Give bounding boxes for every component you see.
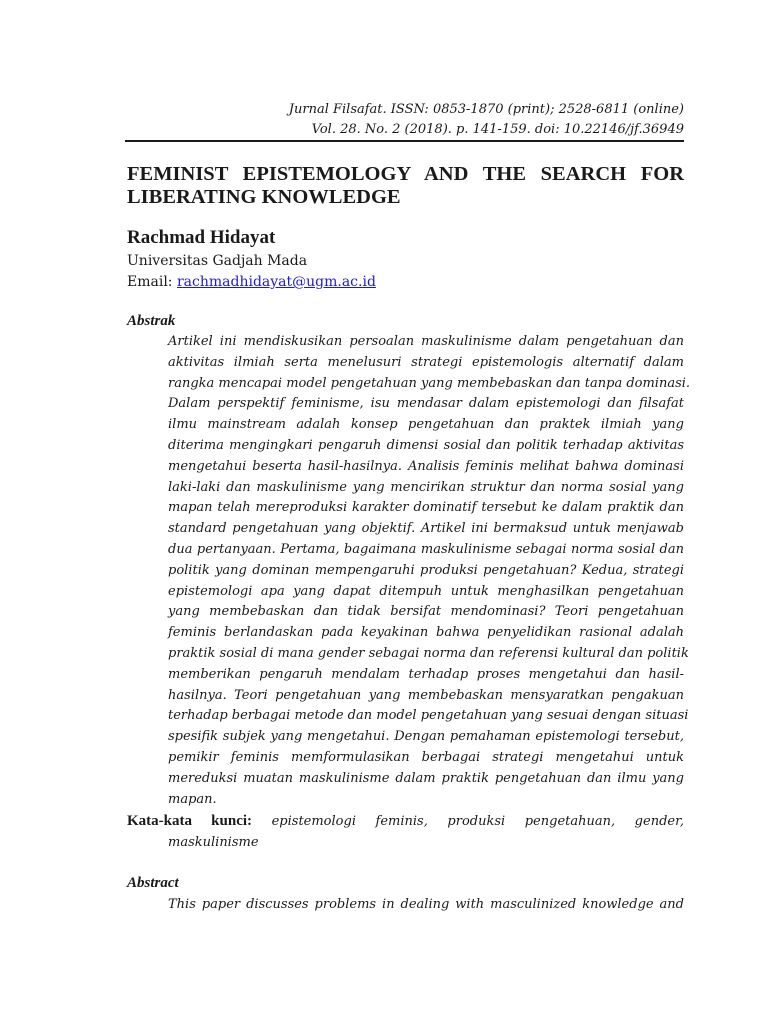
text-line: terhadap berbagai metode dan model pengetahuan yang sesuai dengan situasi — [168, 708, 689, 724]
journal-header — [125, 100, 684, 140]
title-line: FEMINIST EPISTEMOLOGY AND THE SEARCH FOR — [127, 163, 684, 185]
text-line: pemikir feminis memformulasikan berbagai strategi mengetahui untuk — [168, 749, 684, 765]
text-line: ilmu mainstream adalah konsep pengetahuan dan praktek ilmiah yang — [168, 417, 684, 433]
journal-volume-line: Vol. 28. No. 2 (2018). p. 141-159. doi: 10.22146/jf.36949 — [311, 122, 684, 137]
text-line: standard pengetahuan yang objektif. Artikel ini bermaksud untuk menjawab — [168, 521, 684, 537]
paper-title — [127, 163, 684, 209]
keywords-label: Kata-kata kunci: — [127, 813, 253, 829]
text-line: Artikel ini mendiskusikan persoalan maskulinisme dalam pengetahuan dan — [168, 334, 684, 349]
abstract-body — [168, 894, 684, 915]
text-line: mapan. — [168, 791, 217, 807]
abstrak-body — [168, 332, 691, 810]
author-affiliation: Universitas Gadjah Mada — [127, 253, 308, 269]
text-line: spesifik subjek yang mengetahui. Dengan pemahaman epistemologi tersebut, — [168, 729, 684, 745]
text-line: aktivitas ilmiah serta menelusuri strategi epistemologis alternatif dalam — [168, 354, 684, 370]
text-line: rangka mencapai model pengetahuan yang membebaskan dan tanpa dominasi. — [168, 375, 691, 391]
keywords — [127, 811, 684, 853]
text-line: mapan telah mereproduksi karakter dominatif tersebut ke dalam praktik dan — [168, 500, 684, 516]
text-line: Dalam perspektif feminisme, isu mendasar dalam epistemologi dan filsafat — [168, 396, 684, 412]
text-line: memberikan pengaruh mendalam terhadap proses mengetahui dan hasil- — [168, 666, 684, 682]
text-line: hasilnya. Teori pengetahuan yang membebaskan mensyaratkan pengakuan — [168, 687, 684, 703]
journal-issn-line: Jurnal Filsafat. ISSN: 0853-1870 (print); 2528-6811 (online) — [288, 102, 684, 117]
abstract-heading: Abstract — [127, 875, 179, 891]
header-rule — [125, 140, 684, 142]
text-line: dua pertanyaan. Pertama, bagaimana maskulinisme sebagai norma sosial dan — [168, 541, 684, 557]
author-email — [127, 272, 376, 292]
email-label: Email: — [127, 274, 177, 290]
abstrak-heading: Abstrak — [127, 313, 176, 329]
title-line: LIBERATING KNOWLEDGE — [127, 186, 401, 208]
text-line: laki-laki dan maskulinisme yang mencirikan struktur dan norma sosial yang — [168, 479, 684, 495]
keywords-values-cont: maskulinisme — [168, 835, 259, 850]
text-line: yang membebaskan dan tidak bersifat mendominasi? Teori pengetahuan — [168, 604, 684, 620]
text-line: politik yang dominan mempengaruhi produksi pengetahuan? Kedua, strategi — [168, 562, 684, 578]
text-line: praktik sosial di mana gender sebagai norma dan referensi kultural dan politik — [168, 645, 689, 661]
text-line: feminis berlandaskan pada keyakinan bahwa penyelidikan rasional adalah — [168, 625, 684, 641]
text-line: mereduksi muatan maskulinisme dalam praktik pengetahuan dan ilmu yang — [168, 770, 684, 786]
keywords-values: epistemologi feminis, produksi pengetahuan, gender, — [271, 814, 684, 829]
author-name: Rachmad Hidayat — [127, 227, 276, 248]
text-line: epistemologi apa yang dapat ditempuh untuk menghasilkan pengetahuan — [168, 583, 684, 599]
text-line: This paper discusses problems in dealing with masculinized knowledge and — [168, 897, 684, 912]
email-link[interactable]: rachmadhidayat@ugm.ac.id — [176, 274, 376, 290]
text-line: mengetahui beserta hasil-hasilnya. Analisis feminis melihat bahwa dominasi — [168, 458, 684, 474]
text-line: diterima mengingkari pengaruh dimensi sosial dan politik terhadap aktivitas — [168, 437, 684, 453]
